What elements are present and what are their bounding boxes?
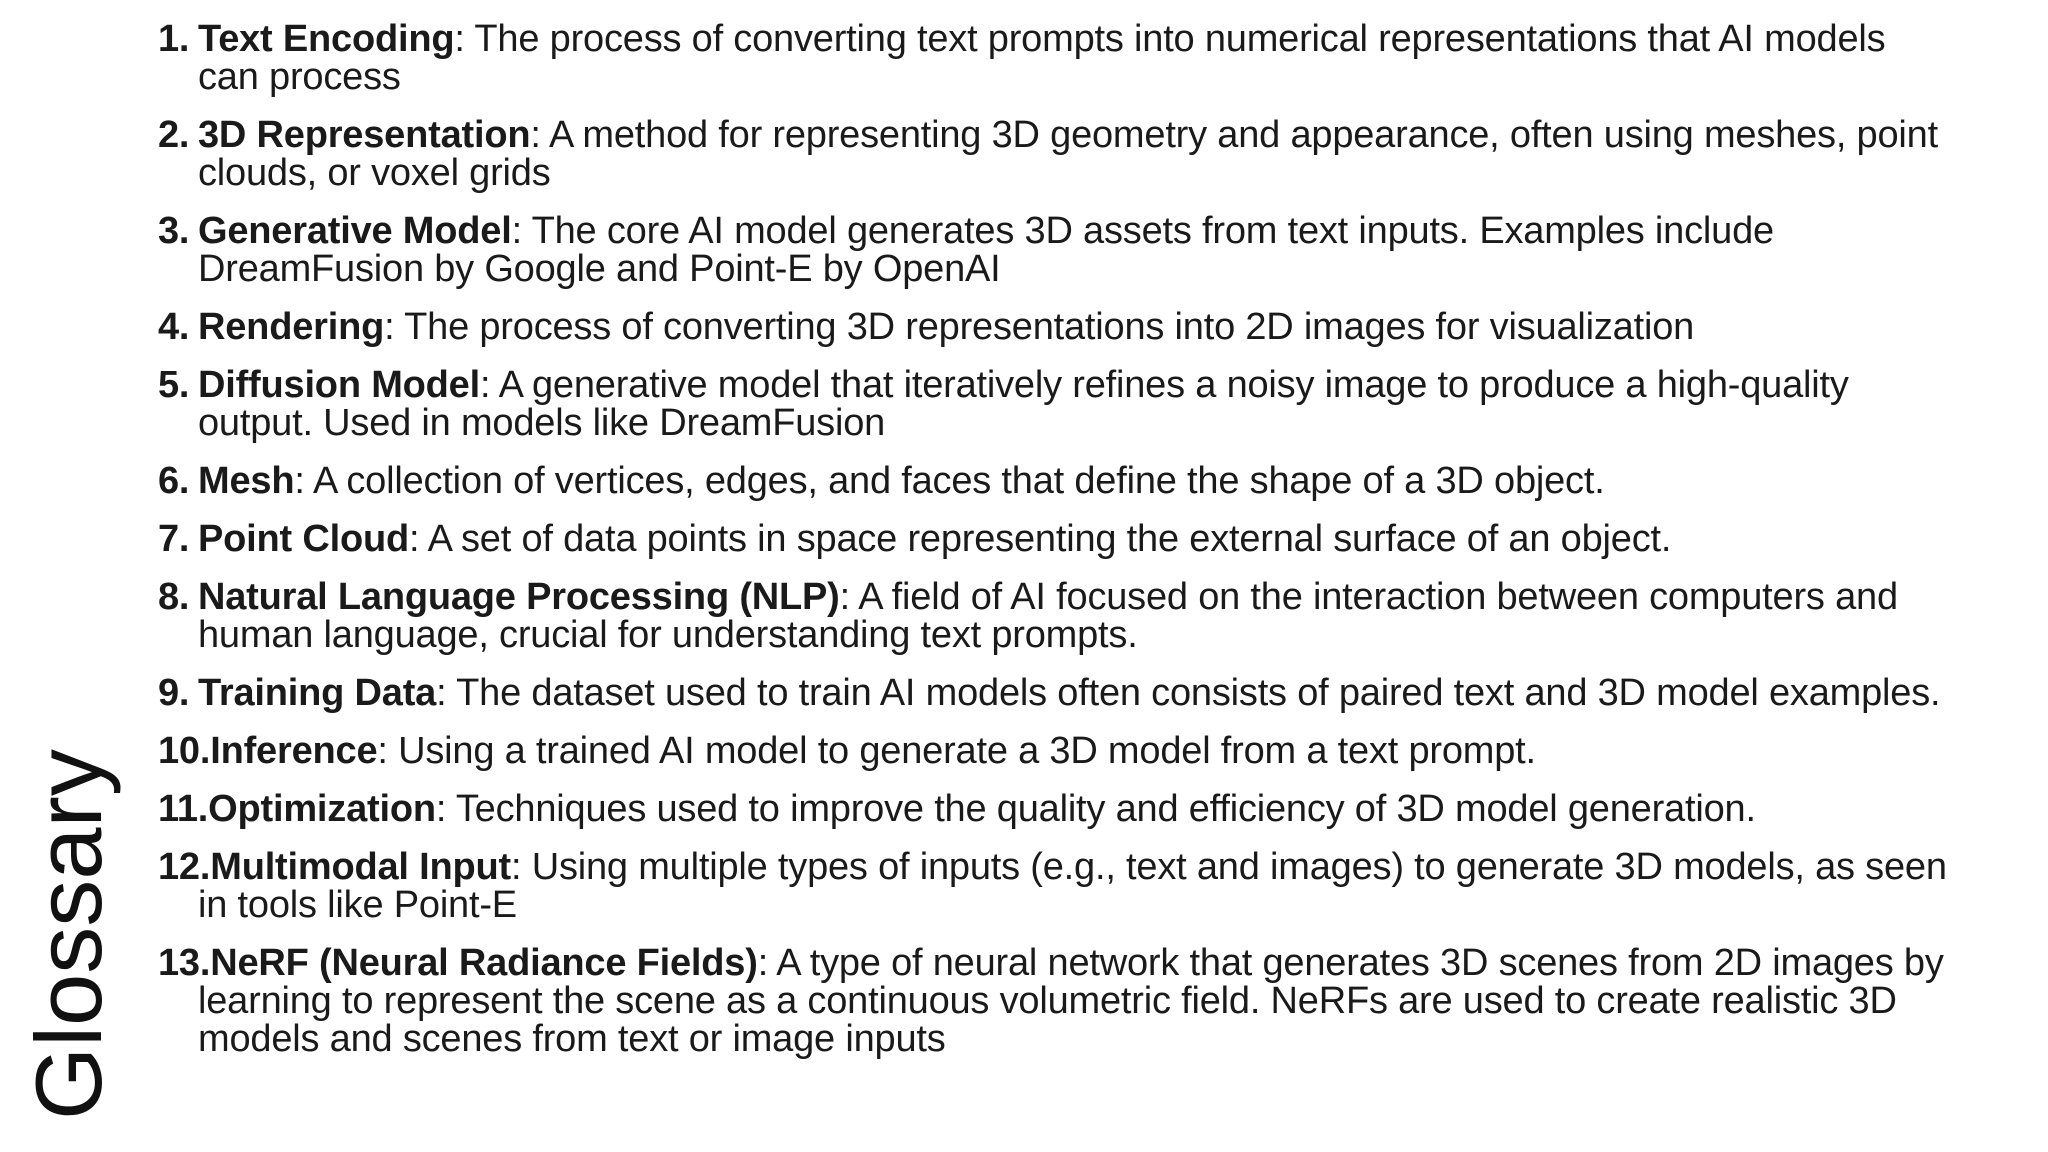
item-definition: : Using a trained AI model to generate a 3D model from a text prompt. xyxy=(377,730,1536,772)
item-definition: : A generative model that iteratively refines a noisy image to produce a high-quality output. Used in models like DreamFusion xyxy=(198,364,1849,444)
item-term: Multimodal Input xyxy=(210,846,511,888)
item-term: Optimization xyxy=(208,788,436,830)
item-number: 9. xyxy=(158,672,190,714)
item-term: NeRF (Neural Radiance Fields) xyxy=(210,942,758,984)
item-number: 11. xyxy=(158,788,209,830)
list-item xyxy=(158,520,1948,558)
glossary-list xyxy=(158,20,1948,1078)
list-item xyxy=(158,116,1948,192)
item-term: Mesh xyxy=(198,460,295,502)
list-item xyxy=(158,308,1948,346)
item-definition: : The process of converting text prompts into numerical representations that AI models can process xyxy=(198,18,1886,98)
item-definition: : A collection of vertices, edges, and faces that define the shape of a 3D object. xyxy=(294,460,1605,502)
item-definition: : A set of data points in space representing the external surface of an object. xyxy=(408,518,1672,560)
item-definition: : A method for representing 3D geometry and appearance, often using meshes, point clouds, or voxel grids xyxy=(198,114,1938,194)
item-number: 12. xyxy=(158,846,211,888)
item-number: 5. xyxy=(158,364,190,406)
list-item xyxy=(158,944,1948,1058)
list-item xyxy=(158,674,1948,712)
item-term: Rendering xyxy=(198,306,385,348)
item-definition: : The dataset used to train AI models often consists of paired text and 3D model examples. xyxy=(436,672,1941,714)
item-definition: : The process of converting 3D representations into 2D images for visualization xyxy=(384,306,1695,348)
list-item xyxy=(158,790,1948,828)
item-number: 13. xyxy=(158,942,211,984)
item-number: 1. xyxy=(158,18,190,60)
page-title: Glossary xyxy=(16,749,121,1120)
item-number: 2. xyxy=(158,114,190,156)
item-term: Inference xyxy=(210,730,378,772)
item-number: 7. xyxy=(158,518,190,560)
list-item xyxy=(158,366,1948,442)
list-item xyxy=(158,462,1948,500)
item-term: Text Encoding xyxy=(198,18,455,60)
item-number: 8. xyxy=(158,576,190,618)
item-term: Generative Model xyxy=(198,210,512,252)
item-term: Diffusion Model xyxy=(198,364,480,406)
list-item xyxy=(158,578,1948,654)
item-number: 4. xyxy=(158,306,190,348)
item-definition: : A field of AI focused on the interaction between computers and human language, crucial for understanding text prompts. xyxy=(198,576,1898,656)
item-term: Natural Language Processing (NLP) xyxy=(198,576,840,618)
item-definition: : Techniques used to improve the quality and efficiency of 3D model generation. xyxy=(435,788,1756,830)
item-number: 3. xyxy=(158,210,190,252)
list-item xyxy=(158,212,1948,288)
item-definition: : Using multiple types of inputs (e.g., text and images) to generate 3D models, as seen in tools like Point-E xyxy=(198,846,1947,926)
list-item xyxy=(158,848,1948,924)
list-item xyxy=(158,20,1948,96)
item-term: Point Cloud xyxy=(198,518,409,560)
item-term: Training Data xyxy=(198,672,437,714)
item-number: 10. xyxy=(158,730,211,772)
item-term: 3D Representation xyxy=(198,114,531,156)
item-number: 6. xyxy=(158,460,190,502)
item-definition: : The core AI model generates 3D assets from text inputs. Examples include DreamFusion by Google and Point-E by OpenAI xyxy=(198,210,1774,290)
list-item xyxy=(158,732,1948,770)
item-definition: : A type of neural network that generates 3D scenes from 2D images by learning to represent the scene as a continuous volumetric field. NeRFs are used to create realistic 3D models and scenes from text or image inputs xyxy=(198,942,1944,1060)
